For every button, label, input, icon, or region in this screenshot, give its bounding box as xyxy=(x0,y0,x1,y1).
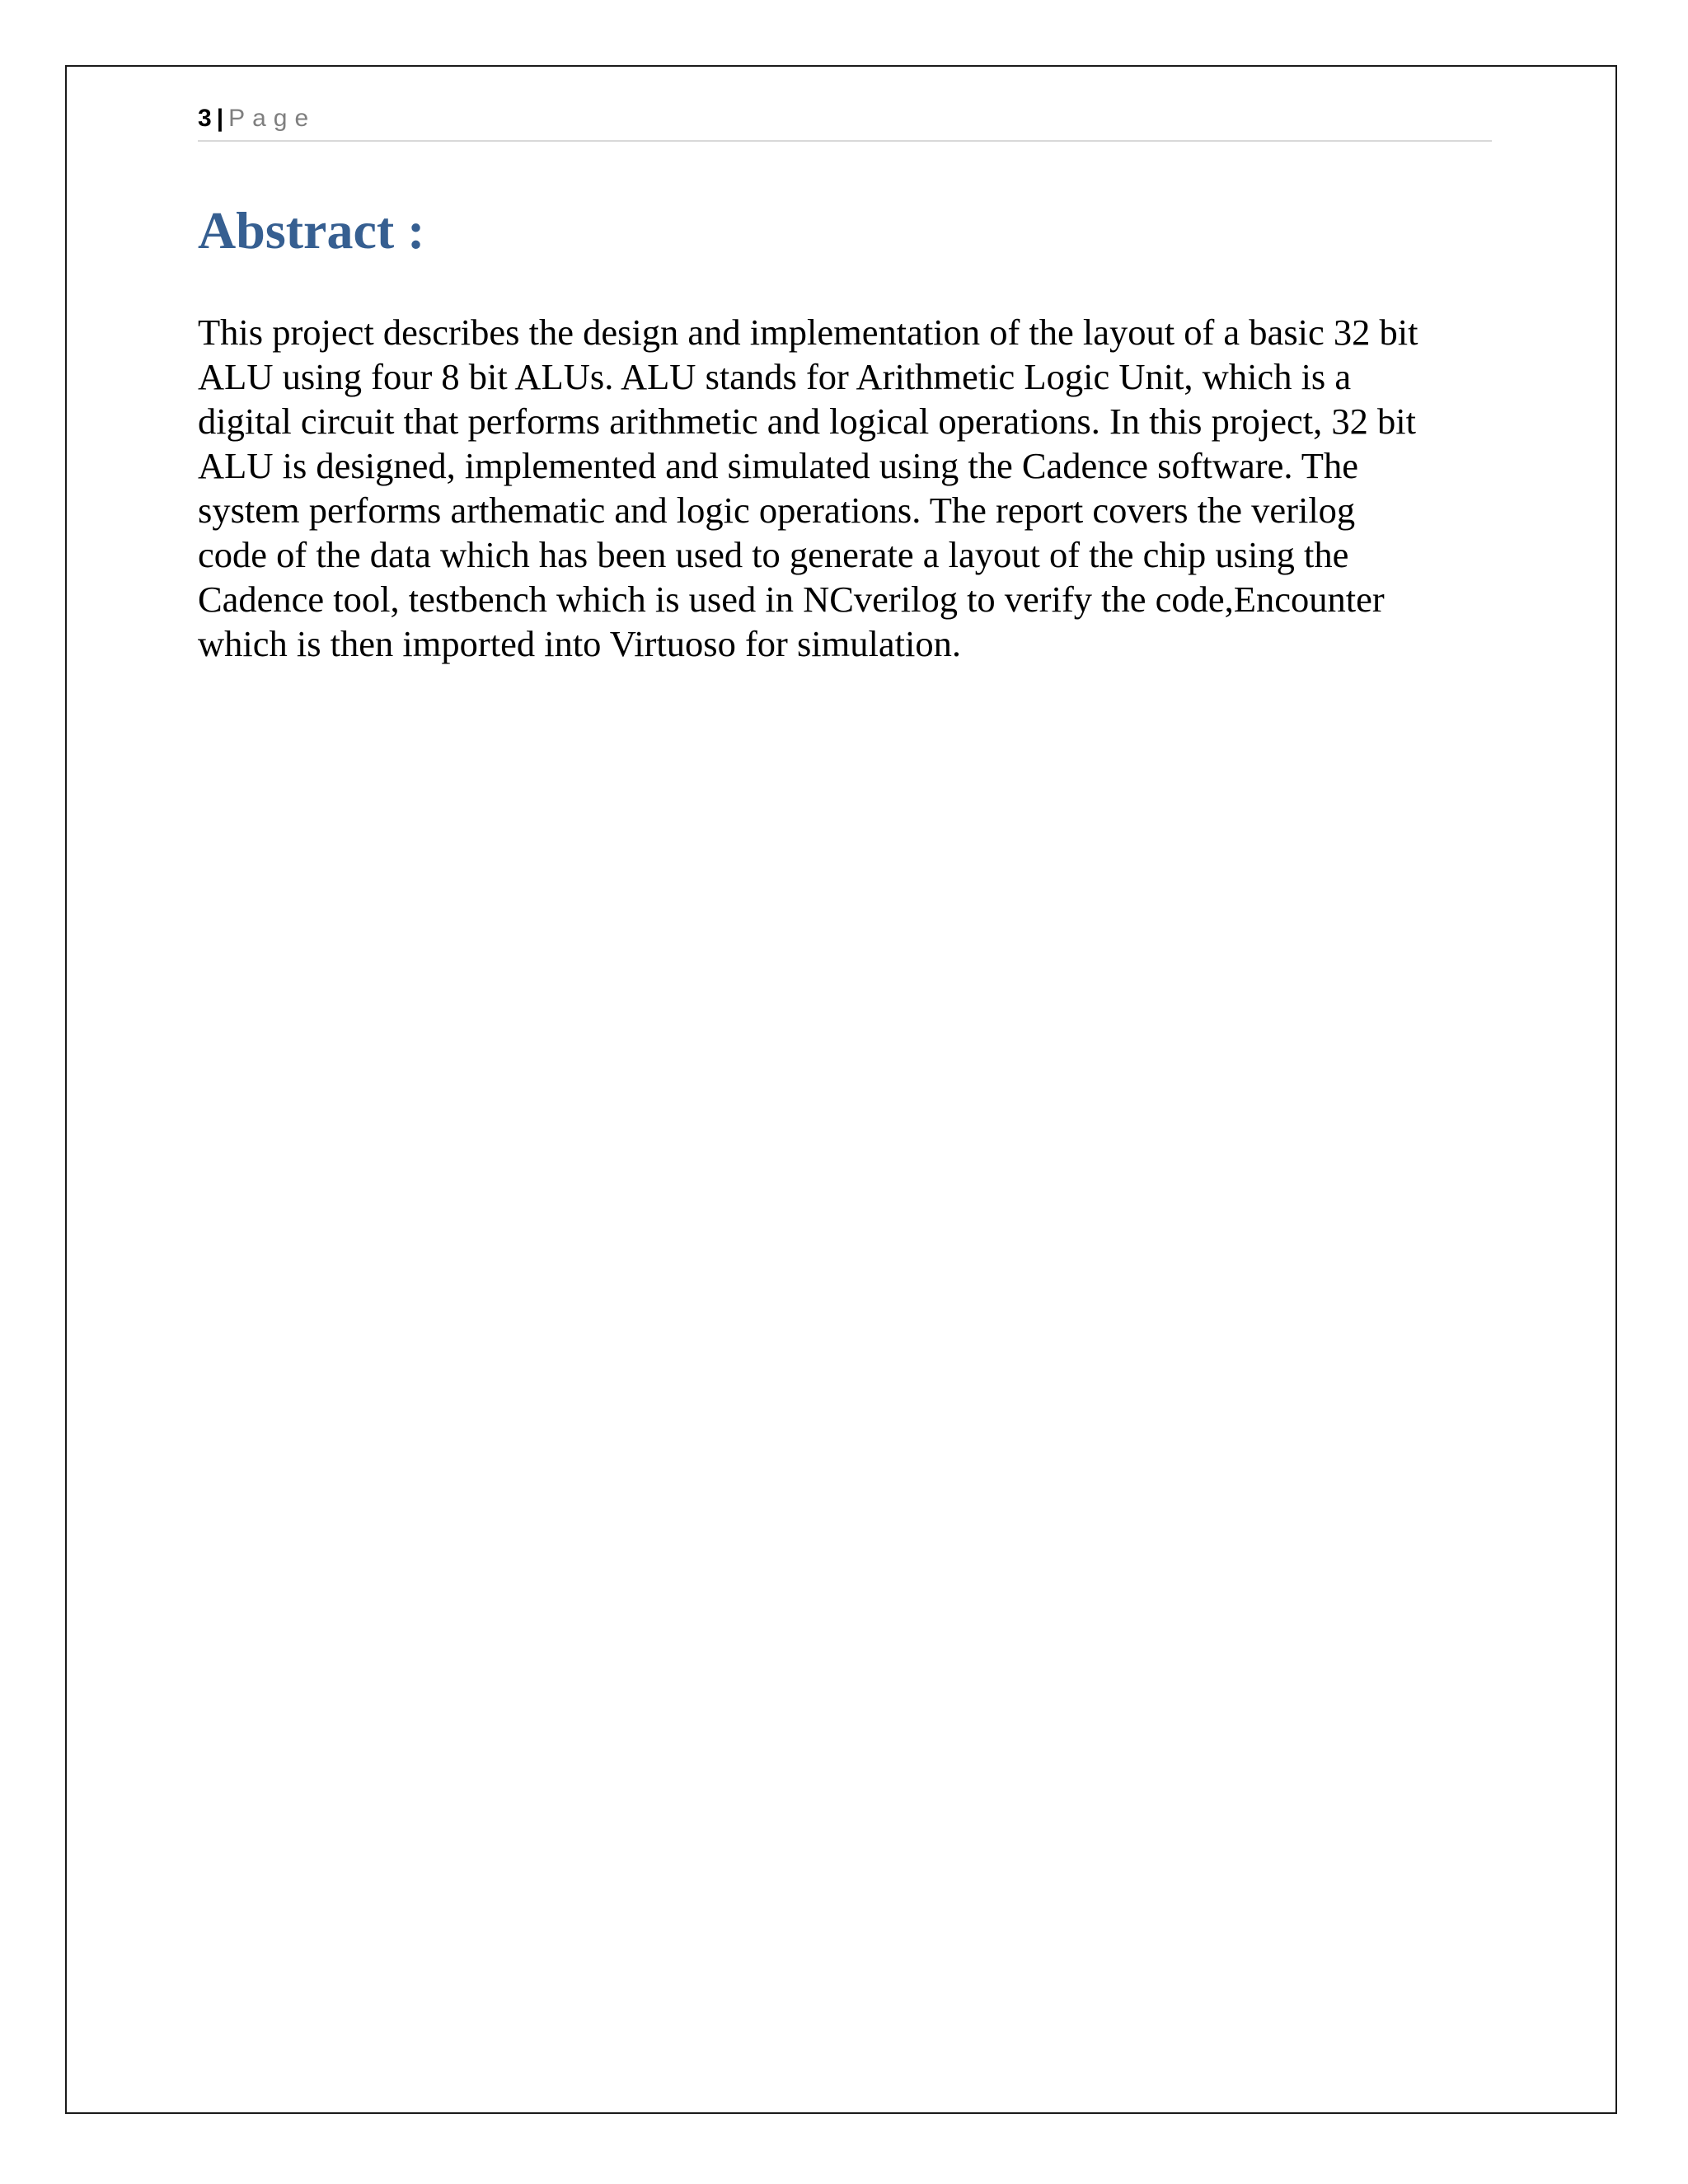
page-header xyxy=(198,102,1492,142)
abstract-line: Cadence tool, testbench which is used in NCverilog to verify the code,Encounter xyxy=(198,579,1385,620)
abstract-line: system performs arthematic and logic operations. The report covers the verilog xyxy=(198,490,1356,531)
page-label: Page xyxy=(228,105,316,132)
page-separator: | xyxy=(216,105,224,132)
abstract-line: which is then imported into Virtuoso for simulation. xyxy=(198,623,961,664)
abstract-line: digital circuit that performs arithmetic and logical operations. In this project, 32 bit xyxy=(198,401,1416,442)
abstract-paragraph xyxy=(198,310,1508,666)
abstract-line: code of the data which has been used to generate a layout of the chip using the xyxy=(198,534,1349,575)
abstract-heading: Abstract : xyxy=(198,201,425,260)
abstract-line: ALU is designed, implemented and simulated using the Cadence software. The xyxy=(198,445,1358,486)
abstract-line: This project describes the design and implementation of the layout of a basic 32 bit xyxy=(198,312,1418,353)
abstract-line: ALU using four 8 bit ALUs. ALU stands for Arithmetic Logic Unit, which is a xyxy=(198,356,1352,397)
page-number: 3 xyxy=(198,105,212,132)
